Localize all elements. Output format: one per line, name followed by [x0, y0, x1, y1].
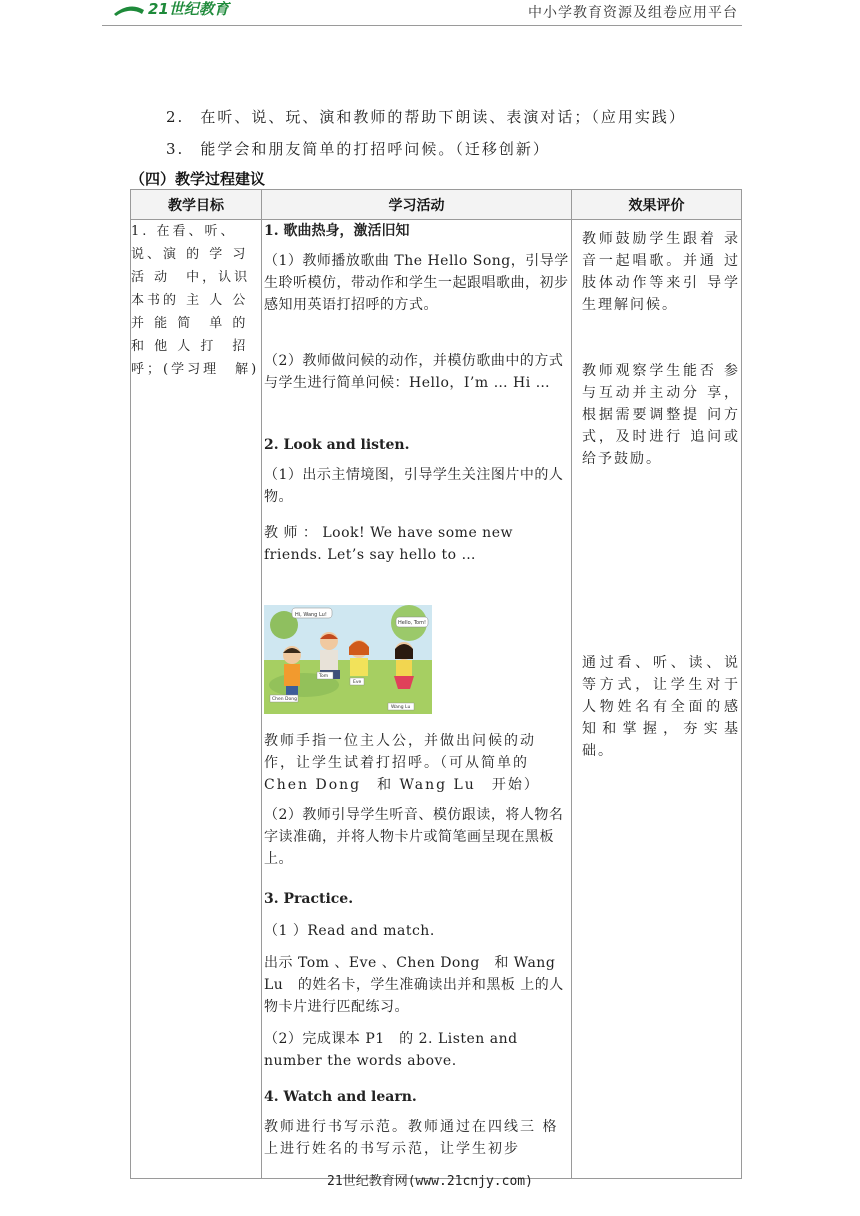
site-logo[interactable] [112, 0, 272, 18]
section-title: （四）教学过程建议 [130, 170, 266, 188]
platform-name: 中小学教育资源及组卷应用平台 [528, 5, 738, 21]
evaluation-cell [572, 220, 742, 1179]
name-card-label: Chen Dong [272, 697, 297, 702]
intro-item-3: 3. 能学会和朋友简单的打招呼问候。（迁移创新） [166, 140, 550, 158]
speech-bubble-label: Hello, Tom! [398, 620, 426, 626]
activity-text: 教师进行书写示范。教师通过在四线三 格上进行姓名的书写示范，让学生初步 [264, 1119, 559, 1157]
name-card-label: Tom [319, 674, 329, 679]
activity-text: 出示 Tom 、Eve 、Chen Dong 和 Wang Lu 的姓名卡，学生准确读出并和黑板 上的人物卡片进行匹配练习。 [264, 955, 564, 1015]
activity-text: 教师手指一位主人公，并做出问候的动 作，让学生试着打招呼。（可从简单的 Chen Dong 和 Wang Lu 开始） [264, 733, 545, 793]
lesson-process-table [130, 189, 742, 1179]
evaluation-text: 教师观察学生能否 参与互动并主动分 享，根据需要调整提 问方式，及时进行 追问或给予鼓励。 [582, 363, 740, 467]
activity-text: （1）教师播放歌曲 The Hello Song，引导学生聆听模仿，带动作和学生一起跟唱歌曲，初步感知用英语打招呼的方式。 [264, 253, 569, 313]
intro-item-2: 2. 在听、说、玩、演和教师的帮助下朗读、表演对话；（应用实践） [166, 108, 686, 126]
evaluation-text: 通过看、听、读、说 等方式，让学生对于 人物姓名有全面的感知和掌握，夯实基础。 [582, 655, 740, 759]
name-card-label: Eve [353, 680, 362, 685]
evaluation-text: 教师鼓励学生跟着 录音一起唱歌。并通 过肢体动作等来引 导学生理解问候。 [582, 231, 740, 313]
goal-cell: 1. 在看、听、说、演 的 学 习 活 动 中，认识本书的 主 人 公 并 能 简 单 的 和 他 人 打 招 呼；(学习理 解) [131, 220, 262, 1179]
activity-text: （1 ）Read and match. [264, 923, 435, 939]
activity-text: （2）完成课本 P1 的 2. Listen and number the words above. [264, 1031, 518, 1069]
activity-text: （2）教师引导学生听音、模仿跟读，将人物名字读准确，并将人物卡片或简笔画呈现在黑板上。 [264, 807, 564, 867]
activity-cell [262, 220, 572, 1179]
header-evaluation: 效果评价 [572, 190, 742, 220]
header-activity: 学习活动 [262, 190, 572, 220]
activity-text: 教 师 ： Look! We have some new friends. Let’s say hello to … [264, 525, 513, 563]
table-header-row [131, 190, 742, 220]
activity-heading-2: 2. Look and listen. [264, 437, 410, 453]
activity-heading-1: 1. 歌曲热身，激活旧知 [264, 223, 410, 239]
scene-illustration [264, 605, 432, 714]
name-card-label: Wang Lu [391, 705, 411, 710]
page-footer: 21世纪教育网(www.21cnjy.com) [327, 1174, 533, 1189]
page-header [0, 0, 860, 26]
table-row [131, 220, 742, 1179]
svg-text:21世纪教育: 21世纪教育 [148, 0, 229, 18]
activity-text: （2）教师做问候的动作，并模仿歌曲中的方式与学生进行简单问候：Hello，I’m … Hi … [264, 353, 564, 391]
activity-heading-4: 4. Watch and learn. [264, 1089, 417, 1105]
header-goal: 教学目标 [131, 190, 262, 220]
speech-bubble-label: Hi, Wang Lu! [295, 612, 327, 618]
activity-heading-3: 3. Practice. [264, 891, 354, 907]
header-divider [102, 25, 742, 26]
activity-text: （1）出示主情境图，引导学生关注图片中的人物。 [264, 467, 564, 505]
